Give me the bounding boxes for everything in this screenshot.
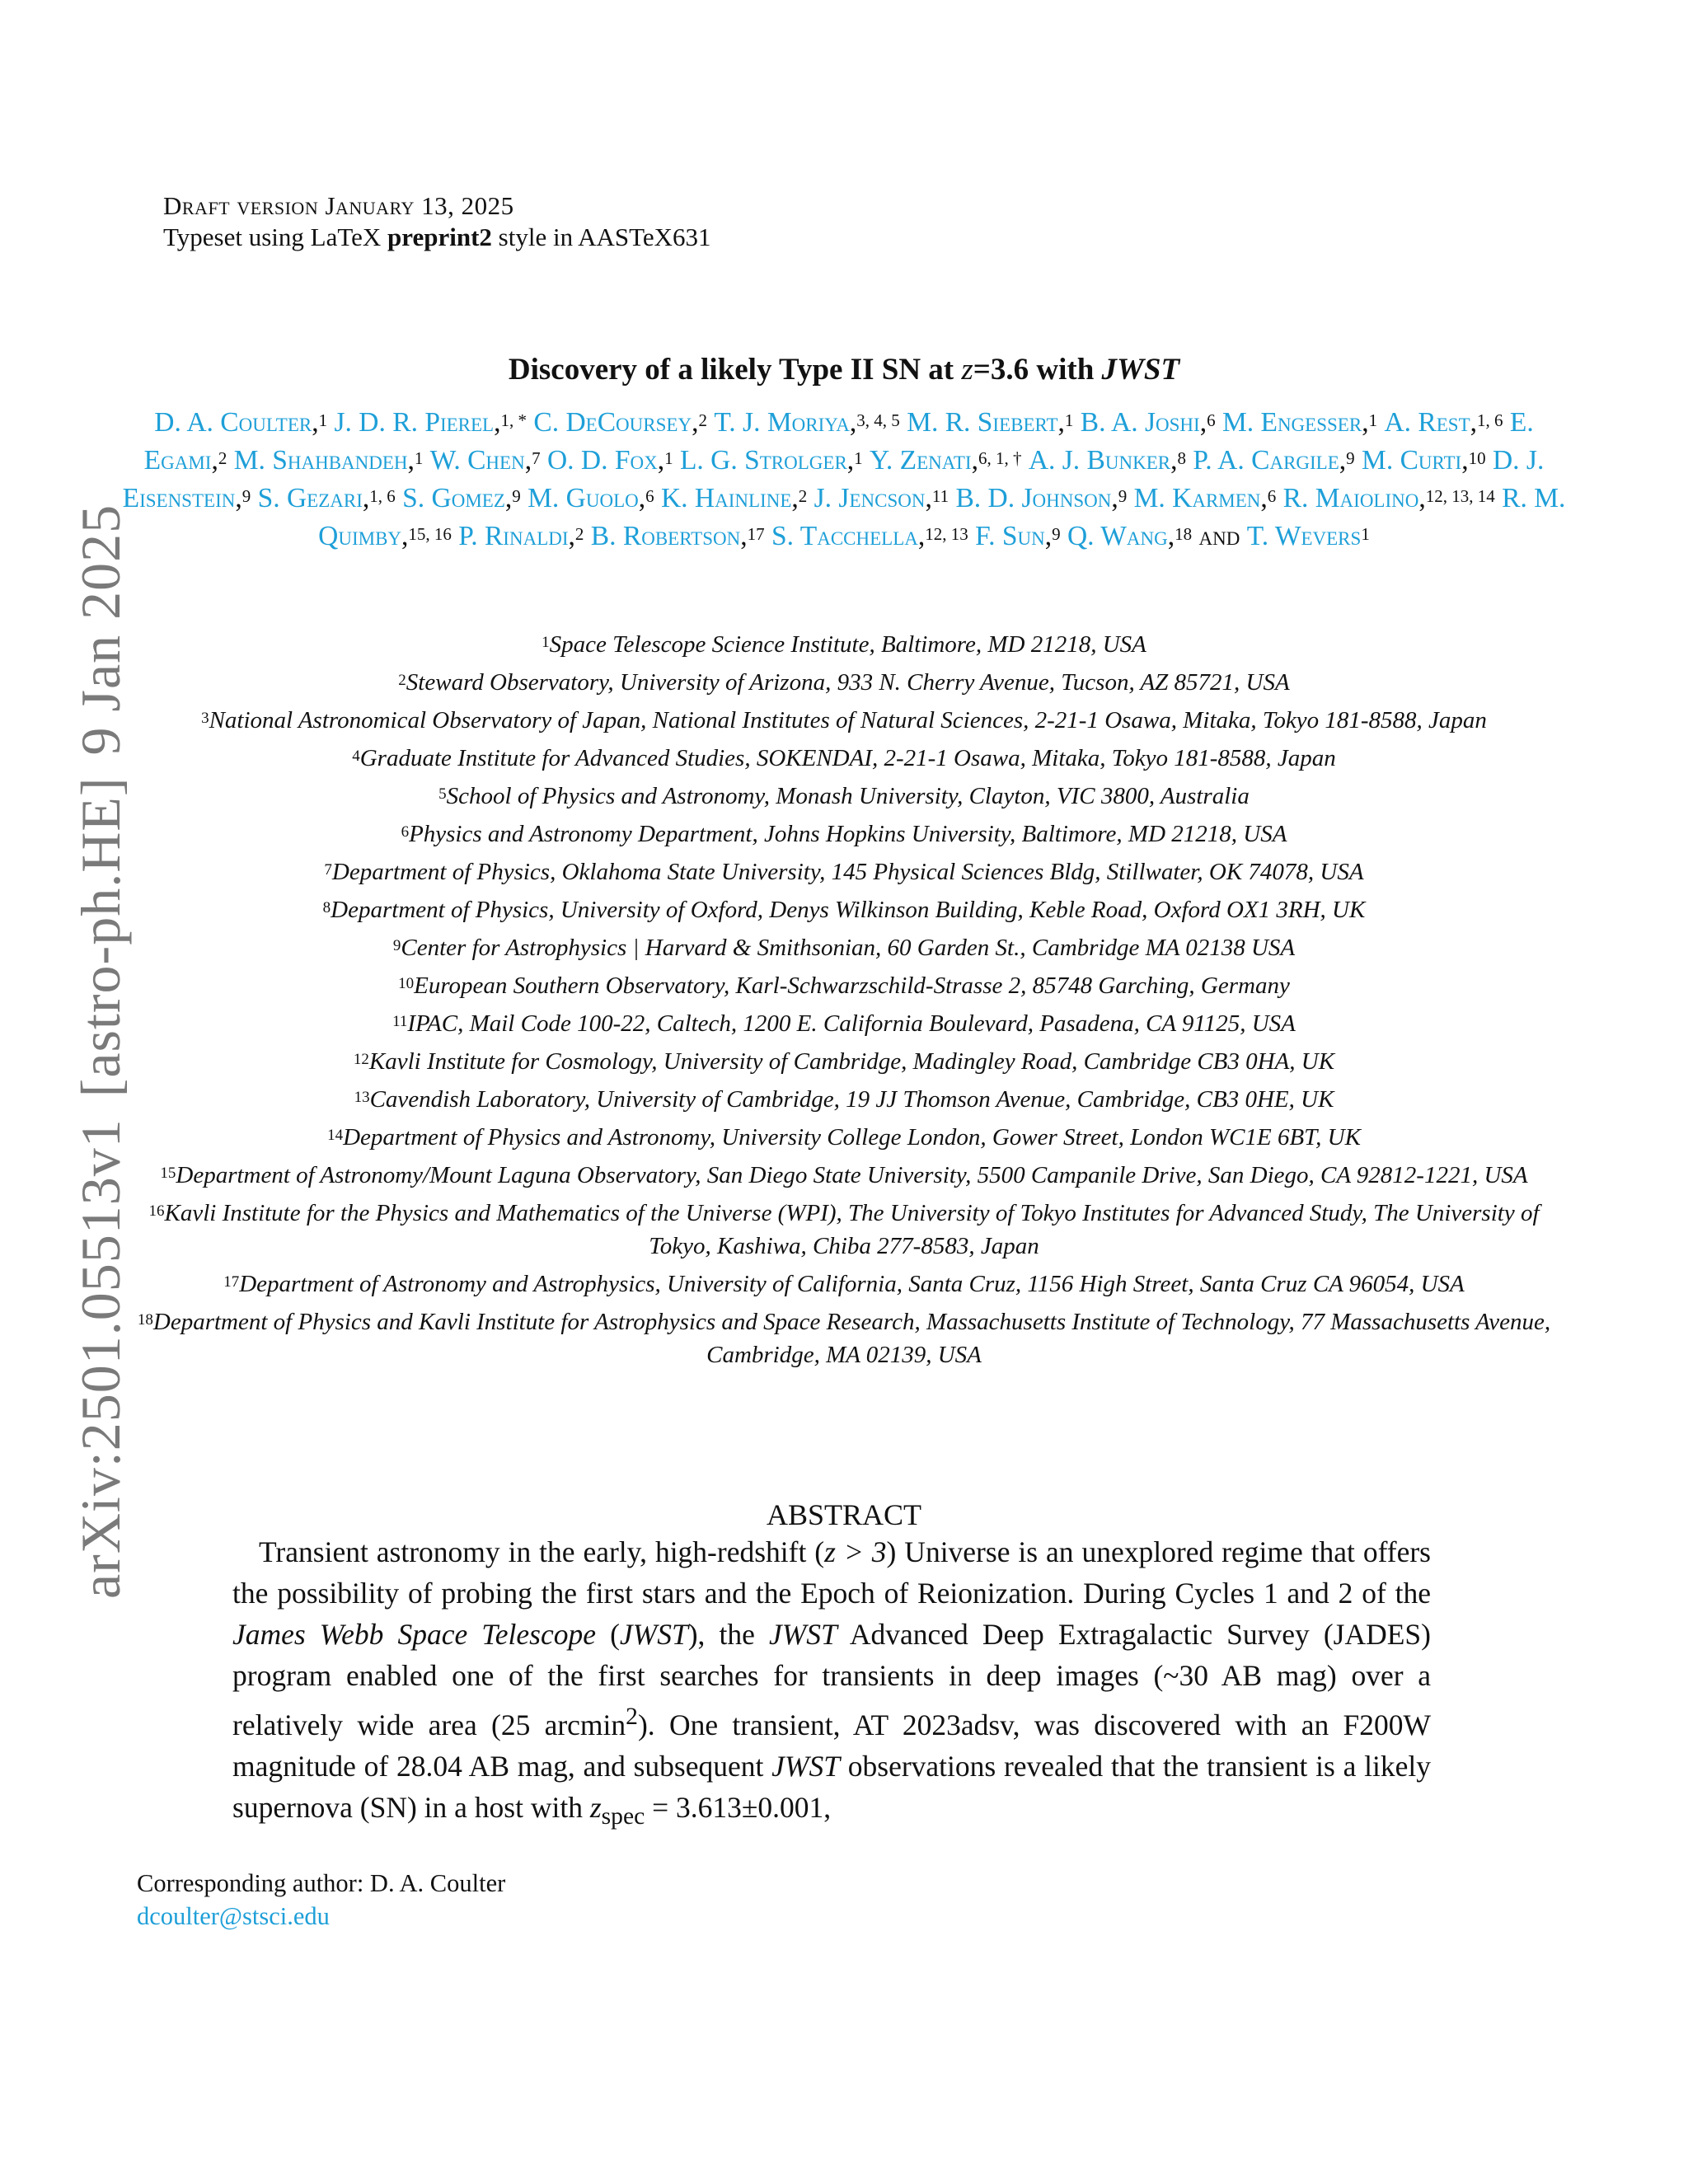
author-name-link[interactable]: O. D. Fox xyxy=(546,445,658,476)
author: D. A. Coulter,$^1$ xyxy=(154,407,328,438)
author-name-link[interactable]: S. Gomez xyxy=(402,483,505,513)
title-eq: =3.6 with xyxy=(973,353,1102,387)
affiliation-number: 9 xyxy=(392,937,401,954)
author-affiliation-mark: 6 xyxy=(645,486,654,506)
author xyxy=(1247,521,1370,551)
author: T. J. Moriya,$^{3, 4, 5}$ xyxy=(714,407,900,438)
affiliation-text: Department of Astronomy and Astrophysics, University of California, Santa Cruz, 1156 High Street, Santa Cruz CA 96054, USA xyxy=(239,1271,1465,1297)
abstract-body xyxy=(232,1531,1431,1837)
affiliation-item xyxy=(132,1083,1556,1116)
arxiv-sidebar-stamp xyxy=(59,504,142,1599)
latex-logo: LaTeX xyxy=(310,223,382,251)
author-name-link[interactable]: C. DeCoursey xyxy=(533,407,692,438)
author: M. Shahbandeh,$^1$ xyxy=(233,445,424,476)
arxiv-category: [astro-ph.HE] xyxy=(69,776,132,1098)
affiliation-item xyxy=(132,893,1556,926)
author-name-link[interactable]: B. Robertson xyxy=(590,521,741,551)
author: R. Maiolino,$^{12, 13, 14}$ xyxy=(1282,483,1495,513)
author-affiliation-mark: 15, 16 xyxy=(408,524,452,544)
author-affiliation-mark: 1 xyxy=(1368,410,1378,430)
author: J. Jencson,$^{11}$ xyxy=(814,483,950,513)
author: P. Rinaldi,$^2$ xyxy=(458,521,584,551)
affiliation-number: 10 xyxy=(398,975,415,992)
title-prefix: Discovery of a likely Type II SN at xyxy=(508,353,962,387)
author: D. J. Eisenstein,$^9$ xyxy=(122,445,1545,513)
author-list xyxy=(115,404,1573,555)
abstract-text: ) Universe is an unexplored regime that offers the possibility of probing the first stars and the Epoch of Reionization. During Cycles 1 and 2 of the xyxy=(232,1535,1431,1610)
abstract-math: z > 3 xyxy=(824,1535,887,1568)
arxiv-id: arXiv:2501.05513v1 xyxy=(69,1118,132,1599)
affiliation-text: Kavli Institute for the Physics and Mathematics of the Universe (WPI), The University of Tokyo Institutes for Advanced Study, The University of Tokyo, Kashiwa, Chiba 277-8583, Japan xyxy=(164,1200,1540,1259)
abstract-text: = 3.613±0.001, xyxy=(645,1790,832,1824)
author-affiliation-mark: 6 xyxy=(1207,410,1216,430)
affiliation-item xyxy=(132,1045,1556,1078)
author-name-link[interactable]: D. A. Coulter xyxy=(154,407,312,438)
affiliation-text: National Astronomical Observatory of Japan, National Institutes of Natural Sciences, 2-21-1 Osawa, Mitaka, Tokyo 181-8588, Japan xyxy=(209,707,1487,733)
author-name-link[interactable]: B. D. Johnson xyxy=(955,483,1112,513)
affiliation-item xyxy=(132,1121,1556,1154)
affiliation-text: Kavli Institute for Cosmology, University of Cambridge, Madingley Road, Cambridge CB3 0HA, UK xyxy=(368,1048,1335,1075)
author-affiliation-mark: 1 xyxy=(318,410,328,430)
author-affiliation-mark: 2 xyxy=(574,524,584,544)
author-affiliation-mark: 1 xyxy=(1361,524,1370,544)
author-affiliation-mark: 18 xyxy=(1175,524,1193,544)
paper-title xyxy=(0,350,1688,390)
abstract-emph: JWST xyxy=(771,1749,840,1783)
author-affiliation-mark: 11 xyxy=(931,486,950,506)
affiliation-number: 1 xyxy=(542,634,550,651)
abstract-emph: JWST xyxy=(619,1618,688,1651)
affiliation-number: 2 xyxy=(398,672,406,689)
affiliation-item xyxy=(132,1305,1556,1371)
and-word: and xyxy=(1198,521,1240,551)
affiliation-text: Center for Astrophysics | Harvard & Smithsonian, 60 Garden St., Cambridge MA 02138 USA xyxy=(401,935,1296,961)
author-name-link[interactable]: S. Gezari xyxy=(257,483,363,513)
author: K. Hainline,$^2$ xyxy=(660,483,808,513)
author-name-link[interactable]: R. M. Quimby xyxy=(318,483,1566,551)
author-name-link[interactable]: B. A. Joshi xyxy=(1080,407,1200,438)
author-name-link[interactable]: M. Guolo xyxy=(528,483,639,513)
affiliation-number: 15 xyxy=(160,1165,176,1182)
abstract-text: ), the xyxy=(687,1618,769,1651)
draft-version-line: Draft version January 13, 2025 xyxy=(163,191,514,220)
affiliation-number: 7 xyxy=(324,861,332,879)
author: F. Sun,$^9$ xyxy=(975,521,1061,551)
author-affiliation-mark: 2 xyxy=(798,486,808,506)
affiliation-number: 6 xyxy=(401,823,410,841)
author-name-link[interactable]: Y. Zenati xyxy=(870,445,972,476)
arxiv-date: 9 Jan 2025 xyxy=(69,504,132,756)
author-name-link[interactable]: E. Egami xyxy=(143,407,1534,476)
affiliation-number: 5 xyxy=(438,785,447,803)
author-affiliation-mark: 9 xyxy=(1346,448,1355,468)
affiliation-text: Physics and Astronomy Department, Johns Hopkins University, Baltimore, MD 21218, USA xyxy=(409,821,1287,847)
abstract-text: ( xyxy=(595,1618,620,1651)
abstract-sub: spec xyxy=(601,1802,645,1830)
affiliation-item xyxy=(132,1268,1556,1301)
author-affiliation-mark: 1, * xyxy=(500,410,527,430)
author-affiliation-mark: 1 xyxy=(414,448,424,468)
title-z: z xyxy=(961,353,973,387)
author: M. Curti,$^{10}$ xyxy=(1362,445,1486,476)
affiliation-item xyxy=(132,742,1556,775)
affiliation-number: 4 xyxy=(352,748,360,765)
author: M. Engesser,$^1$ xyxy=(1221,407,1378,438)
affiliation-text: European Southern Observatory, Karl-Schwarzschild-Strasse 2, 85748 Garching, Germany xyxy=(414,972,1290,999)
author: O. D. Fox,$^1$ xyxy=(546,445,673,476)
author-affiliation-mark: 7 xyxy=(532,448,541,468)
author-name-link[interactable]: T. J. Moriya xyxy=(714,407,850,438)
author-name-link[interactable]: M. R. Siebert xyxy=(907,407,1058,438)
author-affiliation-mark: 1 xyxy=(854,448,863,468)
author: P. A. Cargile,$^9$ xyxy=(1193,445,1355,476)
affiliation-item xyxy=(132,855,1556,888)
typeset-line xyxy=(163,221,711,254)
affiliation-number: 16 xyxy=(148,1202,165,1220)
author-name-link[interactable]: P. A. Cargile xyxy=(1193,445,1339,476)
affiliation-number: 18 xyxy=(137,1311,153,1329)
author-name-link[interactable]: J. Jencson xyxy=(814,483,926,513)
corresponding-label: Corresponding author: D. A. Coulter xyxy=(137,1869,506,1897)
author: R. M. Quimby,$^{15, 16}$ xyxy=(318,483,1566,551)
corresponding-author xyxy=(137,1867,505,1933)
author-affiliation-mark: 8 xyxy=(1177,448,1186,468)
author-affiliation-mark: 6 xyxy=(1267,486,1277,506)
typeset-suffix: style in AASTeX631 xyxy=(498,223,711,251)
abstract-text: ). One transient, AT 2023adsv, was discovered with an F200W magnitude of 28.04 AB mag, and subsequent xyxy=(232,1708,1432,1783)
author-name-link[interactable]: D. J. Eisenstein xyxy=(122,445,1545,513)
author-name-link[interactable]: M. Shahbandeh xyxy=(233,445,408,476)
author-name-link[interactable]: W. Chen xyxy=(429,445,525,476)
affiliation-number: 14 xyxy=(327,1127,344,1144)
affiliation-item xyxy=(132,1007,1556,1040)
author-affiliation-mark: 10 xyxy=(1468,448,1486,468)
author: E. Egami,$^2$ xyxy=(143,407,1534,476)
affiliation-number: 13 xyxy=(354,1089,370,1106)
author-affiliation-mark: 9 xyxy=(1118,486,1128,506)
abstract-text: Advanced Deep Extragalactic Survey (JADES) program enabled one of the first searches for transients in deep images (~30 AB mag) over a relatively wide area (25 arcmin xyxy=(232,1618,1431,1741)
affiliation-text: Graduate Institute for Advanced Studies, SOKENDAI, 2-21-1 Osawa, Mitaka, Tokyo 181-8588, Japan xyxy=(359,745,1336,771)
author: L. G. Strolger,$^1$ xyxy=(679,445,863,476)
abstract-emph: JWST xyxy=(768,1618,837,1651)
affiliation-number: 3 xyxy=(201,710,209,727)
author: J. D. R. Pierel,$^{1, *}$ xyxy=(334,407,527,438)
author-affiliation-mark: 3, 4, 5 xyxy=(856,410,900,430)
author-name-link[interactable]: S. Tacchella xyxy=(771,521,918,551)
author: M. R. Siebert,$^1$ xyxy=(907,407,1074,438)
author-name-link[interactable]: M. Curti xyxy=(1362,445,1462,476)
author-name-link[interactable]: R. Maiolino xyxy=(1282,483,1419,513)
author: M. Guolo,$^6$ xyxy=(528,483,654,513)
author-affiliation-mark: 2 xyxy=(698,410,707,430)
author-affiliation-mark: 6, 1, † xyxy=(978,448,1022,468)
author-affiliation-mark: 1, 6 xyxy=(369,486,396,506)
affiliation-item xyxy=(132,628,1556,661)
author: W. Chen,$^7$ xyxy=(429,445,541,476)
author-name-link[interactable]: A. Rest xyxy=(1384,407,1470,438)
affiliation-item xyxy=(132,1197,1556,1263)
abstract-heading: ABSTRACT xyxy=(766,1498,922,1531)
author-affiliation-mark: 2 xyxy=(218,448,227,468)
author: Q. Wang,$^{18}$ and xyxy=(1067,521,1240,551)
affiliation-number: 12 xyxy=(353,1051,369,1068)
affiliation-text: Department of Physics and Astronomy, University College London, Gower Street, London WC1E 6BT, UK xyxy=(343,1124,1361,1151)
abstract-emph: James Webb Space Telescope xyxy=(232,1618,596,1651)
abstract-text: observations revealed that the transient is a likely supernova (SN) in a host with xyxy=(232,1749,1431,1824)
author: B. D. Johnson,$^9$ xyxy=(955,483,1128,513)
affiliation-item xyxy=(132,780,1556,813)
author: A. J. Bunker,$^8$ xyxy=(1028,445,1186,476)
affiliation-text: School of Physics and Astronomy, Monash University, Clayton, VIC 3800, Australia xyxy=(446,783,1250,809)
affiliation-item xyxy=(132,1159,1556,1192)
affiliation-item xyxy=(132,666,1556,699)
affiliation-item xyxy=(132,704,1556,737)
affiliation-list xyxy=(132,628,1556,1376)
author-name-link[interactable]: F. Sun xyxy=(975,521,1045,551)
title-jwst: JWST xyxy=(1101,353,1180,387)
affiliation-item xyxy=(132,818,1556,851)
author: S. Gezari,$^{1, 6}$ xyxy=(257,483,396,513)
author-name-link[interactable]: P. Rinaldi xyxy=(458,521,569,551)
affiliation-number: 17 xyxy=(223,1273,240,1291)
affiliation-text: Department of Physics, Oklahoma State University, 145 Physical Sciences Bldg, Stillwater, OK 74078, USA xyxy=(331,859,1364,885)
abstract-text: Transient astronomy in the early, high-redshift ( xyxy=(259,1535,825,1568)
author-name-link[interactable]: T. Wevers xyxy=(1246,521,1362,551)
author-affiliation-mark: 1 xyxy=(1064,410,1074,430)
affiliation-number: 11 xyxy=(392,1013,408,1030)
author: B. Robertson,$^{17}$ xyxy=(590,521,765,551)
abstract-sup: 2 xyxy=(626,1704,638,1730)
author-name-link[interactable]: J. D. R. Pierel xyxy=(334,407,495,438)
author-name-link[interactable]: L. G. Strolger xyxy=(679,445,847,476)
author-affiliation-mark: 9 xyxy=(241,486,251,506)
author-affiliation-mark: 12, 13 xyxy=(925,524,968,544)
author-name-link[interactable]: M. Karmen xyxy=(1133,483,1261,513)
affiliation-item xyxy=(132,931,1556,964)
typeset-style: preprint2 xyxy=(387,223,492,251)
email-link[interactable]: dcoulter@stsci.edu xyxy=(137,1902,330,1930)
author: A. Rest,$^{1, 6}$ xyxy=(1384,407,1503,438)
author: B. A. Joshi,$^6$ xyxy=(1080,407,1216,438)
author: S. Tacchella,$^{12, 13}$ xyxy=(771,521,968,551)
author-affiliation-mark: 9 xyxy=(1052,524,1061,544)
affiliation-text: Space Telescope Science Institute, Baltimore, MD 21218, USA xyxy=(549,631,1146,658)
author-name-link[interactable]: Q. Wang xyxy=(1067,521,1168,551)
author-name-link[interactable]: M. Engesser xyxy=(1221,407,1362,438)
author-name-link[interactable]: K. Hainline xyxy=(660,483,792,513)
author: Y. Zenati,$^{6, 1, \dagger}$ xyxy=(870,445,1022,476)
author: C. DeCoursey,$^2$ xyxy=(533,407,707,438)
affiliation-text: Steward Observatory, University of Arizona, 933 N. Cherry Avenue, Tucson, AZ 85721, USA xyxy=(406,669,1290,696)
affiliation-text: Cavendish Laboratory, University of Cambridge, 19 JJ Thomson Avenue, Cambridge, CB3 0HE, UK xyxy=(369,1086,1334,1113)
affiliation-text: Department of Physics and Kavli Institute for Astrophysics and Space Research, Massachusetts Institute of Technology, 77 Massachusetts Avenue, Cambridge, MA 02139, USA xyxy=(152,1309,1551,1368)
affiliation-number: 8 xyxy=(322,899,331,916)
author: S. Gomez,$^9$ xyxy=(402,483,521,513)
author-affiliation-mark: 12, 13, 14 xyxy=(1425,486,1495,506)
author-affiliation-mark: 17 xyxy=(747,524,765,544)
author-affiliation-mark: 1 xyxy=(664,448,673,468)
author: M. Karmen,$^6$ xyxy=(1133,483,1277,513)
author-name-link[interactable]: A. J. Bunker xyxy=(1028,445,1171,476)
affiliation-text: Department of Physics, University of Oxford, Denys Wilkinson Building, Keble Road, Oxford OX1 3RH, UK xyxy=(331,897,1366,923)
affiliation-text: IPAC, Mail Code 100-22, Caltech, 1200 E. California Boulevard, Pasadena, CA 91125, USA xyxy=(407,1010,1296,1037)
affiliation-item xyxy=(132,969,1556,1002)
affiliation-text: Department of Astronomy/Mount Laguna Observatory, San Diego State University, 5500 Campanile Drive, San Diego, CA 92812-1221, USA xyxy=(176,1162,1528,1188)
author-affiliation-mark: 9 xyxy=(512,486,521,506)
typeset-prefix: Typeset using xyxy=(163,223,304,251)
author-affiliation-mark: 1, 6 xyxy=(1477,410,1503,430)
abstract-math: z xyxy=(589,1790,602,1824)
